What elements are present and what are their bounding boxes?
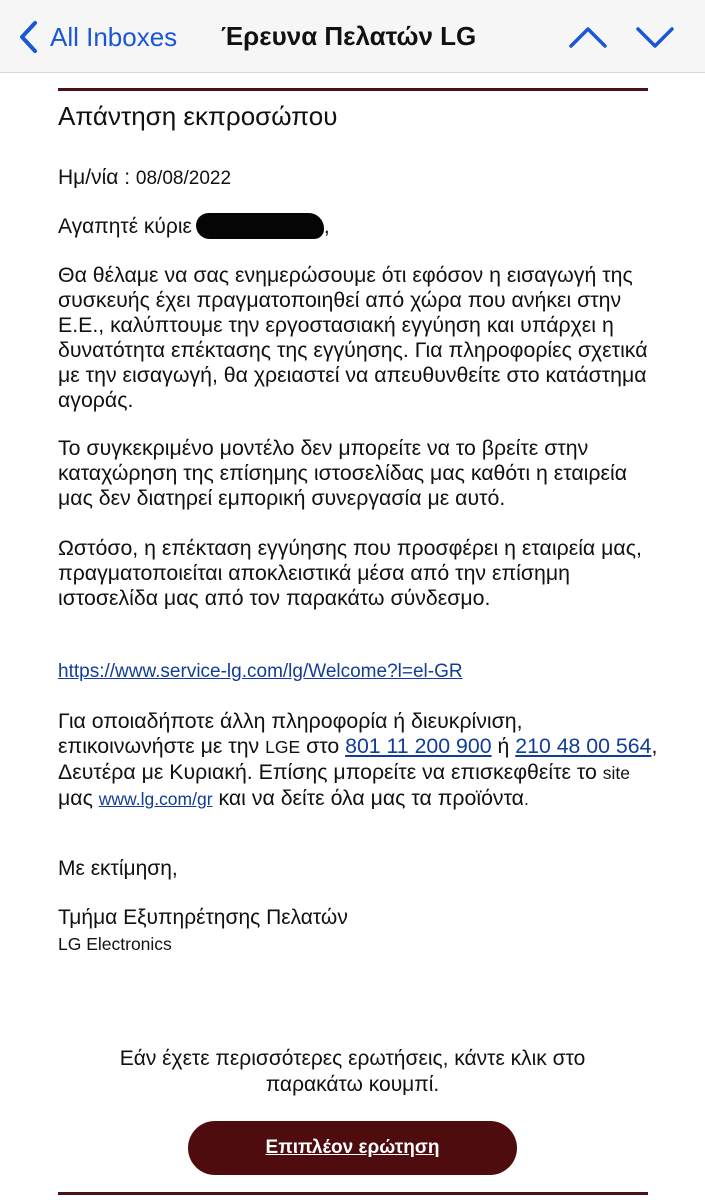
paragraph-extension: Ωστόσο, η επέκταση εγγύησης που προσφέρει η εταιρεία μας, πραγματοποιείται αποκλειστικά μέσα από την επίσημη ιστοσελίδα μας από τον παρακάτω σύνδεσμο. [58, 536, 642, 610]
greeting-prefix: Αγαπητέ κύριε [58, 215, 192, 238]
chevron-left-icon [18, 20, 38, 54]
bottom-divider [58, 1192, 648, 1195]
redacted-name [196, 213, 324, 239]
email-date [58, 166, 658, 190]
contact-text-3: ή [491, 734, 516, 758]
greeting-suffix: , [323, 215, 330, 238]
service-link[interactable] [58, 661, 658, 683]
service-url[interactable]: https://www.service-lg.com/lg/Welcome?l=el-GR [58, 661, 463, 682]
contact-period: . [524, 789, 529, 809]
signature-department: Τμήμα Εξυπηρέτησης Πελατών [58, 906, 348, 929]
back-button[interactable] [18, 18, 177, 56]
contact-text-4: , Δευτέρα με Κυριακή. Επίσης μπορείτε να επισκεφθείτε το [58, 734, 658, 784]
next-message-button[interactable] [635, 20, 675, 54]
paragraph-import: Θα θέλαμε να σας ενημερώσουμε ότι εφόσον η εισαγωγή της συσκευής έχει πραγματοποιηθεί από χώρα που ανήκει στην Ε.Ε., καλύπτουμε την εργοστασιακή εγγύηση και υπάρχει η δυνατότητα επέκτασης της εγγύησης. Για πληροφορίες σχετικά με την εισαγωγή, θα χρειαστεί να απευθυνθείτε στο κατάστημα αγοράς. [58, 263, 648, 412]
closing: Με εκτίμηση, [58, 857, 178, 880]
contact-text: Για οποιαδήποτε άλλη πληροφορία ή διευκρίνιση, επικοινωνήστε με την [58, 709, 523, 758]
phone-link-2[interactable]: 210 48 00 564 [515, 734, 652, 758]
more-question-button[interactable]: Επιπλέον ερώτηση [188, 1121, 517, 1175]
date-value: 08/08/2022 [135, 168, 232, 189]
more-questions-text: Εάν έχετε περισσότερες ερωτήσεις, κάντε κλικ στο παρακάτω κουμπί. [119, 1047, 586, 1096]
lge-text: LGE [265, 737, 301, 757]
greeting [58, 213, 658, 239]
phone-link-1[interactable]: 801 11 200 900 [345, 734, 492, 758]
page-title: Έρευνα Πελατών LG [221, 21, 477, 51]
contact-text-2: στο [300, 734, 346, 758]
chevron-up-icon [568, 20, 608, 54]
email-heading: Απάντηση εκπροσώπου [58, 101, 338, 131]
back-label: All Inboxes [50, 21, 178, 52]
navigation-bar [0, 0, 705, 73]
date-label: Ημ/νία : [58, 166, 131, 189]
top-divider [58, 88, 648, 91]
paragraph-contact [58, 709, 658, 812]
lg-site-link[interactable]: www.lg.com/gr [98, 789, 213, 809]
site-word: site [602, 763, 630, 783]
contact-text-6: και να δείτε όλα μας τα προϊόντα [212, 786, 524, 810]
signature-company: LG Electronics [58, 934, 172, 954]
paragraph-model: Το συγκεκριμένο μοντέλο δεν μπορείτε να το βρείτε στην καταχώρηση της επίσημης ιστοσελίδας μας καθότι η εταιρεία μας δεν διατηρεί εμπορική συνεργασία με αυτό. [58, 436, 628, 510]
contact-text-5: μας [58, 786, 99, 810]
chevron-down-icon [635, 20, 675, 54]
previous-message-button[interactable] [568, 20, 608, 54]
